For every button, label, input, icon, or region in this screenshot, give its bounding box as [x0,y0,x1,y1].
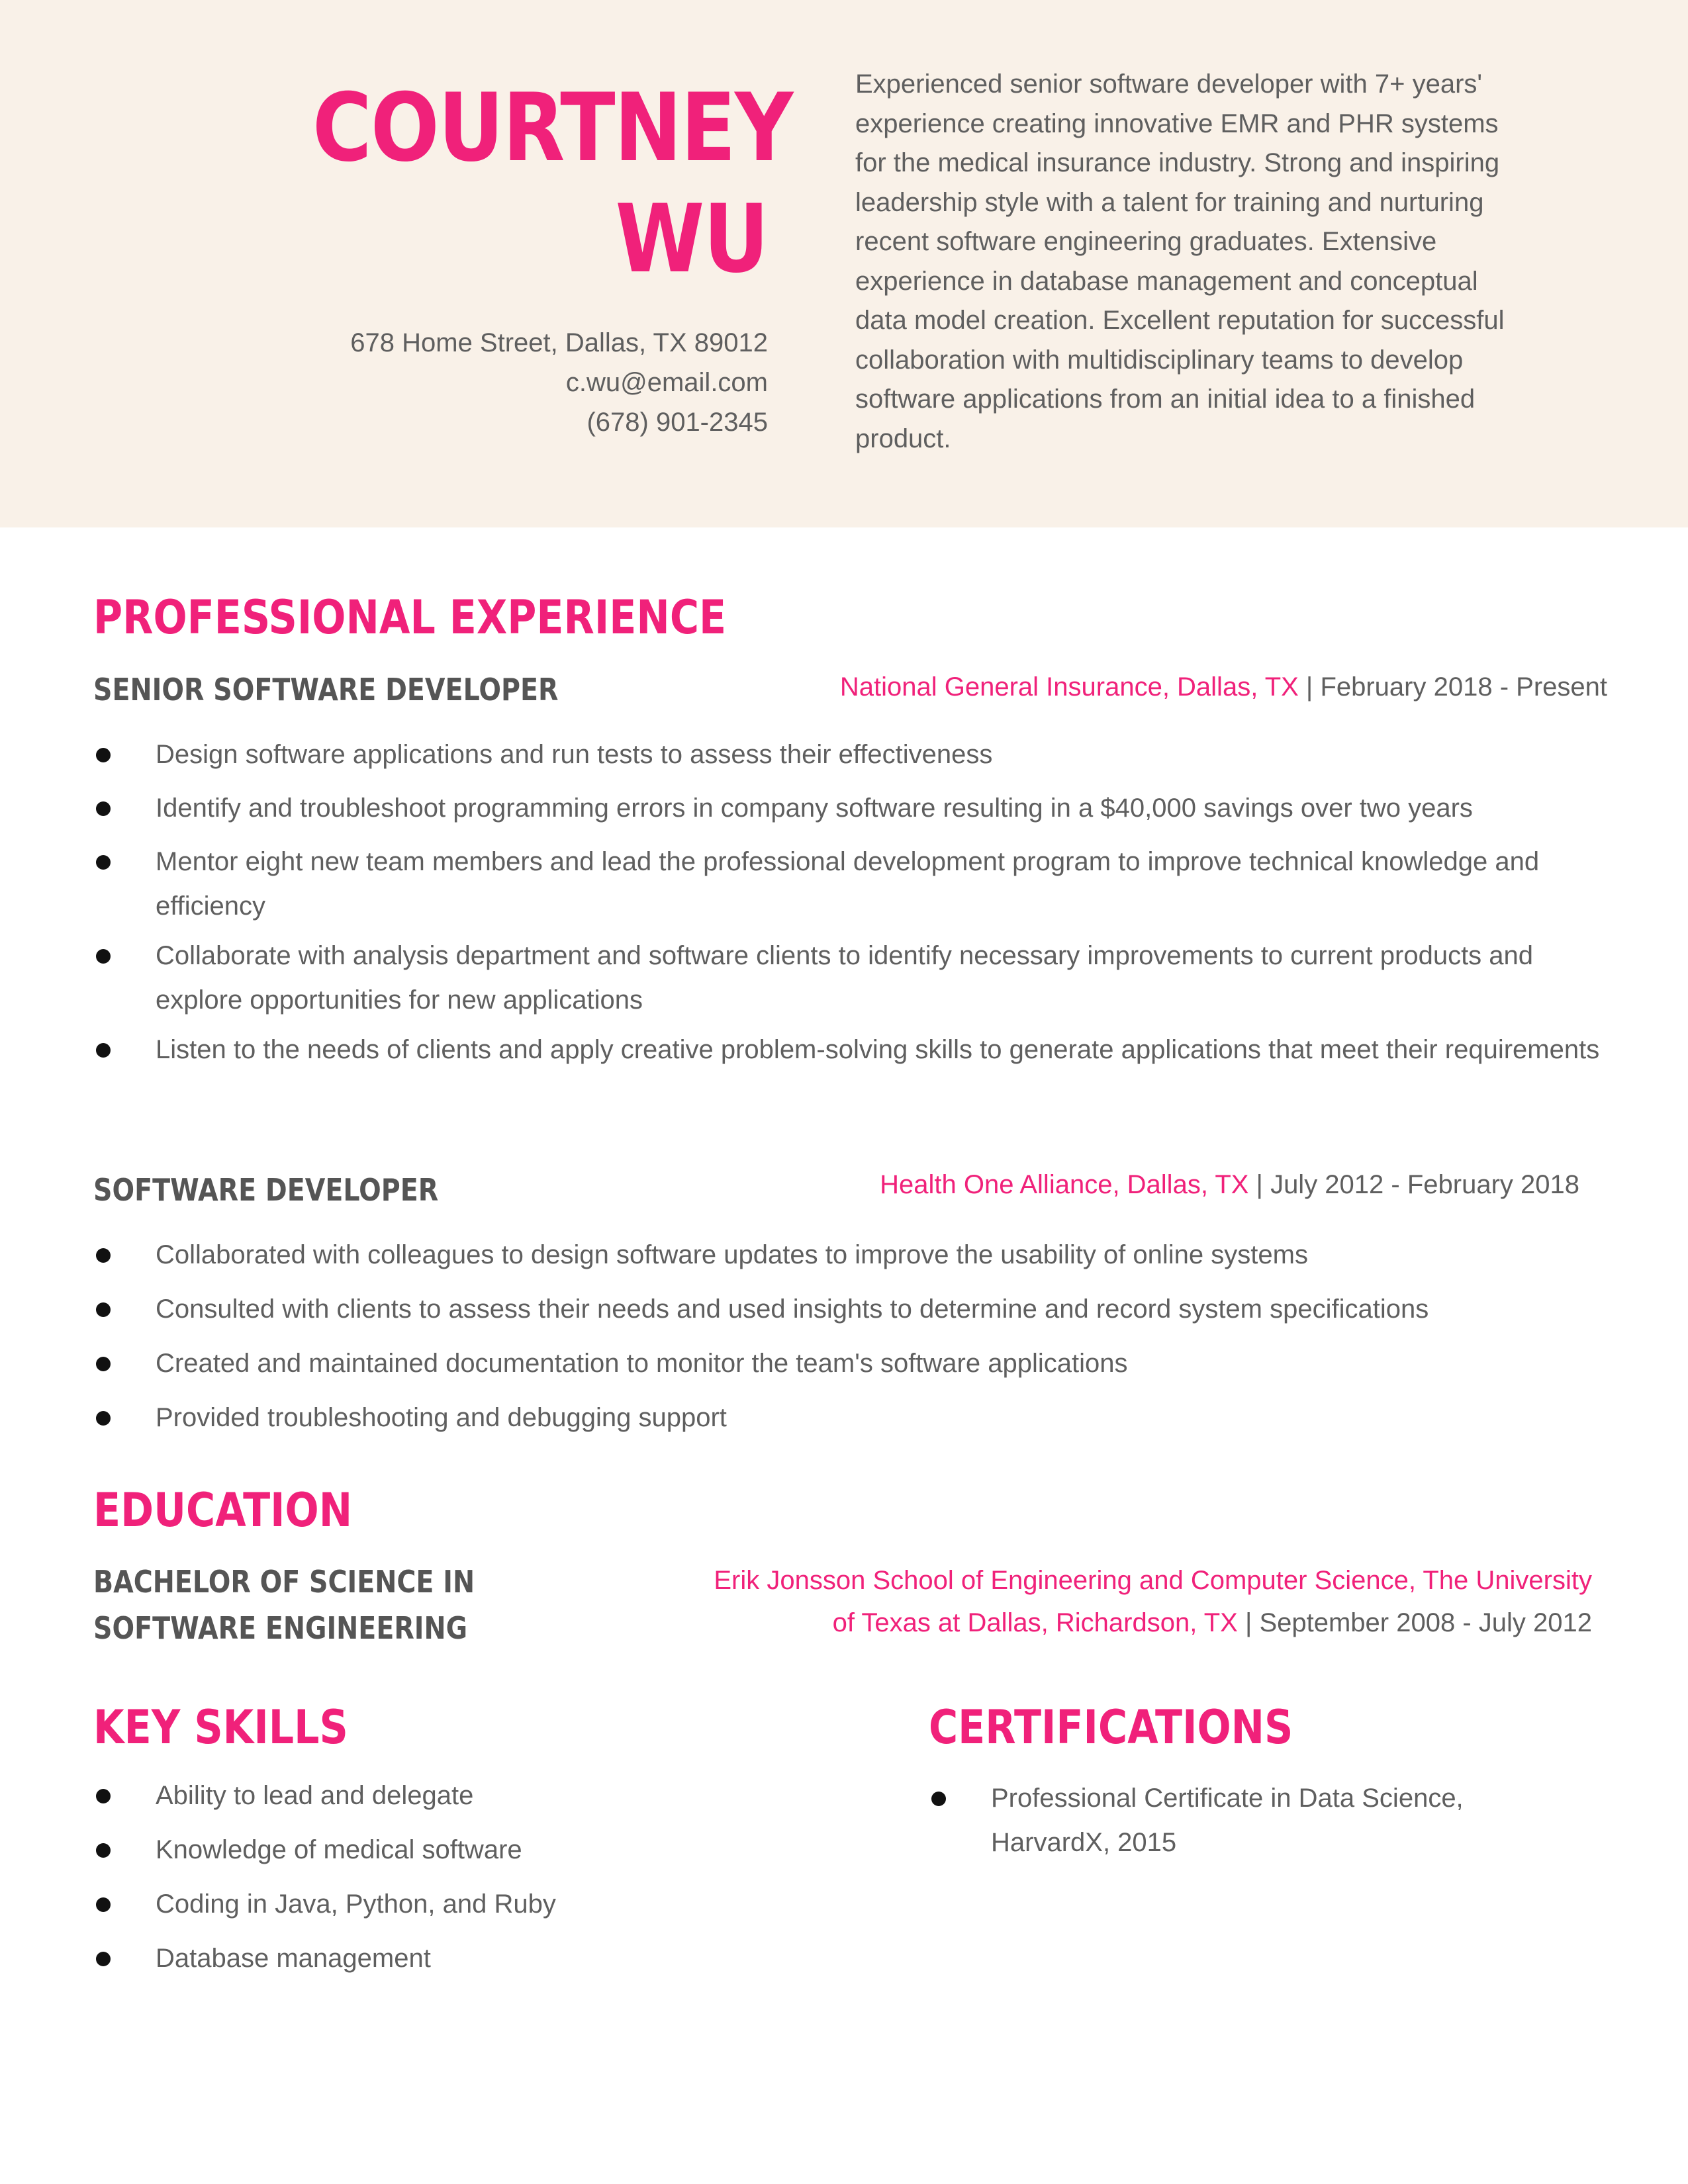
skill-text: Database management [156,1944,431,1973]
section-title-certifications: CERTIFICATIONS [929,1700,1293,1754]
certification-text: Professional Certificate in Data Science, HarvardX, 2015 [991,1784,1464,1857]
school-name: Erik Jonsson School of Engineering and Computer Science, The University [714,1566,1592,1595]
bullet-text: Collaborated with colleagues to design software updates to improve the usability of online systems [156,1240,1308,1269]
list-item [93,1882,821,1927]
job-bullets [93,1233,1616,1440]
education-dates: September 2008 - July 2012 [1259,1608,1592,1637]
bullet-icon [96,1789,111,1803]
bullet-text: Mentor eight new team members and lead the professional development program to improve technical knowledge and efficiency [156,847,1540,921]
list-item [93,1342,1616,1386]
school-meta [714,1559,1592,1644]
bullet-text: Collaborate with analysis department and software clients to identify necessary improvements to current products and explore opportunities for new applications [156,941,1534,1015]
list-item [93,1233,1616,1277]
school-location: of Texas at Dallas, Richardson, TX [832,1608,1238,1637]
skill-text: Coding in Java, Python, and Ruby [156,1889,556,1919]
contact-address: 678 Home Street, Dallas, TX 89012 [350,328,768,357]
header-band [0,0,1688,527]
name-block [238,73,792,442]
contact-info [238,323,768,442]
bullet-icon [96,748,111,762]
bullet-text: Design software applications and run tests to assess their effectiveness [156,740,993,769]
list-item [93,786,1616,831]
skills-list [93,1774,821,1981]
bullet-text: Listen to the needs of clients and apply creative problem-solving skills to generate applications that meet their requirements [156,1035,1600,1064]
bullet-text: Provided troubleshooting and debugging support [156,1403,727,1432]
contact-email[interactable]: c.wu@email.com [565,368,768,397]
contact-phone[interactable]: (678) 901-2345 [586,408,768,437]
bullet-icon [96,855,111,870]
job-title: SENIOR SOFTWARE DEVELOPER [93,672,559,707]
degree-line: BACHELOR OF SCIENCE IN [93,1564,475,1600]
bullet-icon [96,1952,111,1966]
degree-title [93,1559,475,1651]
job-dates: February 2018 - Present [1320,672,1607,702]
degree-line: SOFTWARE ENGINEERING [93,1610,468,1646]
job-title: SOFTWARE DEVELOPER [93,1172,439,1208]
bullet-icon [96,949,111,964]
candidate-name-first: COURTNEY [312,73,792,183]
bullet-text: Consulted with clients to assess their needs and used insights to determine and record system specifications [156,1295,1429,1324]
candidate-name-last: WU [615,185,768,294]
job-employer: Health One Alliance, Dallas, TX [880,1170,1249,1199]
list-item [93,1936,821,1981]
meta-separator: | [1248,1170,1271,1199]
section-title-education: EDUCATION [93,1483,353,1537]
bullet-icon [931,1792,946,1806]
job-employer: National General Insurance, Dallas, TX [839,672,1299,702]
section-title-skills: KEY SKILLS [93,1700,348,1754]
list-item [93,1287,1616,1332]
bullet-icon [96,1843,111,1858]
list-item [93,934,1616,1023]
meta-separator: | [1298,672,1321,702]
list-item [93,1396,1616,1440]
bullet-icon [96,801,111,816]
bullet-icon [96,1411,111,1426]
certifications-list [929,1776,1511,1865]
bullet-icon [96,1043,111,1058]
list-item [929,1776,1511,1865]
list-item [93,1828,821,1872]
bullet-text: Identify and troubleshoot programming errors in company software resulting in a $40,000 savings over two years [156,794,1473,823]
job-meta [880,1163,1579,1206]
list-item [93,840,1616,929]
professional-summary: Experienced senior software developer with 7+ years' experience creating innovative EMR and PHR systems for the medical insurance industry. Strong and inspiring leadership style with a talent for training and nurturing recent software engineering graduates. Extensive experience in database management and conceptual data model creation. Excellent reputation for successful collaboration with multidisciplinary teams to develop software applications from an initial idea to a finished product. [855,69,1505,453]
bullet-text: Created and maintained documentation to monitor the team's software applications [156,1349,1128,1378]
list-item [93,1774,821,1818]
job-meta [840,666,1607,708]
job-dates: July 2012 - February 2018 [1270,1170,1579,1199]
meta-separator: | [1237,1608,1260,1637]
skill-text: Knowledge of medical software [156,1835,522,1864]
bullet-icon [96,1357,111,1371]
bullet-icon [96,1897,111,1912]
list-item [93,733,1616,777]
bullet-icon [96,1302,111,1317]
section-title-experience: PROFESSIONAL EXPERIENCE [93,590,727,645]
bullet-icon [96,1248,111,1263]
skill-text: Ability to lead and delegate [156,1781,474,1810]
job-bullets [93,733,1616,1072]
list-item [93,1028,1616,1072]
